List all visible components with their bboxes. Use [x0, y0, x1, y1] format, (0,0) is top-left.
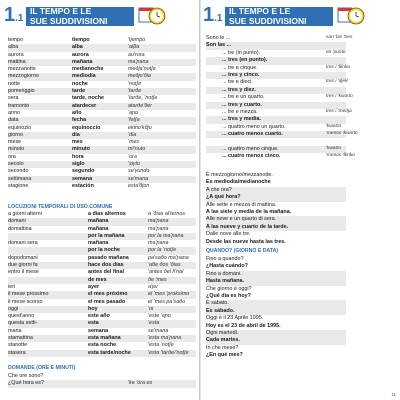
pronunciation: meðjo'ðia [128, 73, 151, 80]
spanish-term: minuto [72, 146, 90, 153]
spanish-term: esta tarde/noche [88, 349, 131, 356]
spanish-term: mañana [88, 240, 109, 247]
phrase-line: ... tre (in punto). [222, 49, 261, 56]
pronunciation: ma'ɲana [148, 225, 169, 232]
list-item [8, 262, 196, 269]
spanish-term: mediodía [72, 73, 96, 80]
phrase-line: Es sábado. [206, 308, 346, 315]
spanish-term: mes [72, 139, 83, 146]
pronunciation: au'rora [128, 51, 145, 58]
pronunciation: en 'punto [326, 49, 346, 55]
list-item [8, 277, 196, 284]
phrase-line: ... tres y media. [206, 116, 346, 123]
italian-term: tramonto [8, 102, 30, 109]
italian-term: mezzogiorno [8, 73, 39, 80]
phrase-line: ... tres y diez. [206, 87, 346, 94]
list-item [8, 211, 196, 218]
phrase-line: A las siete y media de la mañana. [206, 208, 292, 215]
pronunciation: tres i 'kwarto [326, 94, 353, 100]
list-item [8, 313, 196, 320]
list-item [8, 81, 196, 88]
page-number: 11 [391, 392, 396, 397]
italian-term: entro il mese [8, 269, 39, 276]
spanish-term: mañana [88, 218, 109, 225]
pronunciation: 'aɲo [128, 109, 139, 116]
list-item [8, 37, 196, 44]
spanish-term: a días alternos [88, 211, 126, 217]
italian-term: giorno [8, 131, 23, 138]
spanish-term: hace dos días [88, 262, 124, 269]
spanish-term: tiempo [72, 37, 90, 43]
phrase-line: ¿Qué día es hoy? [206, 292, 251, 299]
pronunciation: a 'ðias al'ternos [148, 211, 186, 217]
italian-term: mese [8, 139, 22, 146]
phrase-line: Es mediodía/medianoche [206, 179, 271, 186]
list-item [8, 95, 196, 102]
phrase-line: È mezzogiorno/mezzanotte. [206, 172, 273, 178]
list-item [8, 59, 196, 66]
phrase-line: A che ora? [206, 187, 346, 194]
pronunciation: 'este 'aɲo [148, 313, 171, 320]
list-item [8, 218, 196, 225]
italian-term: questa setti- [8, 320, 38, 327]
list-item [8, 44, 196, 51]
list-item [8, 380, 196, 387]
pronunciation: 'notʃe [128, 80, 142, 87]
italian-term: tempo [8, 37, 23, 43]
list-item [8, 132, 196, 139]
phrase-line: ... tres (en punto). [206, 57, 346, 64]
italian-term: data [8, 117, 19, 124]
pronunciation: ðe 'mes [148, 276, 167, 283]
phrase-line: Oggi è il 23 Aprile 1995. [206, 315, 264, 322]
pronunciation: ma'ɲana [148, 240, 169, 247]
pronunciation: 'tjempo [128, 37, 146, 43]
spanish-term: aurora [72, 51, 89, 58]
spanish-term: mañana [72, 58, 93, 65]
spanish-term: mañana [88, 225, 109, 232]
list-item [8, 66, 196, 73]
phrase-line: ... tre e cinque. [222, 64, 258, 71]
vocabulary-list [8, 37, 196, 190]
phrase-line [206, 138, 346, 145]
pronunciation: 'siγlo [128, 161, 140, 168]
list-item [8, 103, 196, 110]
list-item [8, 139, 196, 146]
list-item [8, 154, 196, 161]
pronunciation: 'oi [148, 305, 154, 312]
time-expressions [206, 35, 346, 161]
pronunciation: tres i 'djeθ [326, 79, 348, 85]
pronunciation: meðja'notʃe [128, 66, 156, 73]
section-heading-expressions: LOCUZIONI TEMPORALI DI USO COMUNE [8, 204, 113, 210]
list-item [8, 233, 196, 240]
pronunciation: poɾ la ma'ɲana [148, 232, 184, 239]
pronunciation: 'mes [128, 139, 140, 146]
pronunciation: 'fetʃa [128, 117, 140, 124]
phrase-line: ... tre e un quarto. [222, 94, 265, 101]
italian-term: ieri [8, 283, 16, 290]
list-item [8, 110, 196, 117]
pronunciation: 'esta 'notʃe [148, 342, 174, 349]
list-item [8, 226, 196, 233]
page-header-left [4, 4, 197, 26]
phrase-line: Alle sette e mezza di mattina. [206, 201, 277, 208]
section-title: IL TEMPO E LE SUE SUDDIVISIONI [30, 6, 108, 26]
italian-term: equinozio [8, 124, 32, 131]
italian-term: domani sera [8, 240, 38, 247]
spanish-term: ayer [88, 283, 100, 290]
spanish-term: antes del final [88, 269, 124, 276]
italian-term: mattina [8, 58, 26, 65]
spanish-term: hora [72, 153, 84, 160]
italian-term: Che ore sono? [8, 373, 44, 379]
phrase-line: ... tres y cuarto. [206, 102, 346, 109]
section-heading-questions: DOMANDE (ORE E MINUTI) [8, 365, 76, 371]
italian-term: secolo [8, 161, 24, 168]
list-item [8, 320, 196, 327]
phrase-line: ¿A qué hora? [206, 194, 346, 201]
pronunciation: esta'θjon [128, 182, 150, 189]
pronunciation: 'tarðe, 'notʃe [128, 95, 158, 102]
spanish-term: este año [88, 313, 110, 320]
italian-term: stamattina [8, 335, 33, 342]
clock-calendar-icon [337, 4, 365, 26]
spanish-term: el mes próximo [88, 291, 128, 298]
spanish-term: pasado mañana [88, 254, 129, 261]
list-item [8, 183, 196, 190]
pronunciation: 'esta ma'ɲana [148, 335, 182, 342]
pronunciation: 'tarðe [128, 88, 142, 95]
pronunciation: se'γundo [128, 168, 150, 175]
italian-term: minuto [8, 146, 25, 153]
left-page [0, 0, 199, 400]
section-number: 1.1 [203, 4, 223, 26]
italian-term: notte [8, 80, 20, 87]
list-item [8, 269, 196, 276]
phrase-line: Sono le ... [206, 35, 231, 41]
italian-term: dopodomani [8, 254, 38, 261]
phrase-line: In che mese? [206, 344, 239, 351]
phrase-line: ... cuatro menos cuarto. [206, 131, 346, 138]
spanish-term: hoy [88, 305, 98, 312]
spanish-term: semana [72, 175, 93, 182]
phrase-line: Che giorno è oggi? [206, 285, 252, 292]
list-item [8, 52, 196, 59]
pronunciation: 'antes ðel fi'nal [148, 269, 184, 276]
pronunciation: 'menos 'kwarto [326, 131, 358, 137]
spanish-term: siglo [72, 161, 85, 168]
spanish-term: tarde, noche [72, 95, 105, 102]
list-item [8, 342, 196, 349]
expressions-list [8, 211, 196, 357]
right-page [201, 0, 400, 400]
list-item [8, 291, 196, 298]
italian-term: due giorni fa [8, 262, 38, 269]
list-item [8, 284, 196, 291]
list-item [8, 88, 196, 95]
spanish-term: estación [72, 182, 94, 189]
spanish-term: esta [88, 320, 99, 327]
list-item [8, 328, 196, 335]
spanish-term: por la mañana [88, 232, 125, 239]
phrase-line: ... tre e mezza. [222, 108, 258, 115]
phrase-line: ... cuatro menos cinco. [222, 153, 281, 160]
italian-term: mezzanotte [8, 66, 36, 73]
italian-term: pomeriggio [8, 88, 35, 95]
pronunciation: 'ora [128, 153, 137, 160]
italian-term: oggi [8, 305, 19, 312]
italian-term: stanotte [8, 342, 28, 349]
list-item [8, 306, 196, 313]
pronunciation: ma'ɲana [128, 58, 149, 65]
phrase-line: ... quattro meno un quarto. [222, 123, 286, 130]
italian-term: quest'anno [8, 313, 35, 320]
spanish-term: medianoche [72, 66, 104, 73]
clock-calendar-icon [138, 4, 166, 26]
phrase-line: ... tre e dieci. [222, 79, 253, 86]
section-number: 1.1 [4, 4, 24, 26]
list-item [8, 299, 196, 306]
phrase-line: Desde las nueve hasta las tres. [206, 238, 286, 245]
pronunciation: ma'ɲana [148, 218, 169, 225]
spanish-term: atardecer [72, 102, 97, 109]
list-item [8, 255, 196, 262]
spanish-term: alba [72, 44, 83, 51]
italian-term: ¿Qué hora es? [8, 380, 44, 387]
list-item [8, 350, 196, 357]
pronunciation: 'ke 'ora es [128, 380, 153, 387]
spanish-term: equinoccio [72, 124, 101, 131]
pronunciation: el 'mes 'proksimo [148, 291, 190, 298]
pronunciation: poɾ la 'notʃe [148, 247, 177, 254]
italian-term: settimana [8, 175, 32, 182]
spanish-term: por la noche [88, 247, 121, 254]
pronunciation: 'dia [128, 131, 137, 138]
pronunciation: se'mana [148, 327, 169, 334]
pronunciation: se'mana [128, 175, 149, 182]
time-questions [206, 172, 346, 246]
phrase-line: A las nueve y cuarto de la tarde. [206, 224, 346, 231]
italian-term: aurora [8, 51, 24, 58]
phrase-line: Alle nove e un quarto di sera. [206, 216, 346, 223]
phrase-line: Hoy es el 23 de abril de 1995. [206, 322, 281, 329]
spanish-term: esta noche [88, 342, 117, 349]
spanish-term: esta mañana [88, 335, 121, 342]
list-item [8, 247, 196, 254]
pronunciation: 'esta 'tarðe/'notʃe [148, 349, 189, 356]
phrase-line: ¿En qué mes? [206, 352, 243, 359]
pronunciation: 'kwatro [326, 123, 342, 129]
italian-term: domani [8, 218, 26, 225]
italian-term: il mese scorso [8, 298, 43, 305]
list-item [8, 335, 196, 342]
questions-list [8, 373, 196, 388]
pronunciation: tres i 'θinko [326, 64, 351, 70]
phrase-line: ... quattro meno cinque. [206, 146, 346, 153]
pronunciation: 'kwatro [326, 146, 342, 151]
spanish-term: tarde [72, 88, 86, 95]
list-item [8, 176, 196, 183]
pronunciation: el 'mes pa'saðo [148, 298, 186, 305]
list-item [8, 125, 196, 132]
spanish-term: año [72, 109, 82, 116]
italian-term: domattina [8, 225, 32, 232]
italian-term: anno [8, 109, 20, 116]
spanish-term: fecha [72, 117, 87, 124]
phrase-line: Fino a domani. [206, 271, 346, 278]
pronunciation: 'aθe ðos 'ðias [148, 262, 181, 269]
list-item [8, 240, 196, 247]
section-title: IL TEMPO E LE SUE SUDDIVISIONI [229, 6, 307, 26]
spanish-term: el mes pasado [88, 298, 126, 305]
spanish-term: noche [72, 80, 88, 87]
pronunciation: 'menos 'θinko [326, 153, 355, 159]
italian-term: a giorni alterni [8, 211, 42, 217]
spanish-term: día [72, 131, 80, 138]
section-heading-when: QUANDO? (GIORNO E DATA) [206, 248, 279, 254]
pronunciation: san 'las 'tres [326, 35, 353, 40]
pronunciation: 'esta [148, 320, 160, 327]
list-item [8, 161, 196, 168]
italian-term: secondo [8, 168, 29, 175]
italian-term: ora [8, 153, 16, 160]
phrase-line: ... tres y cinco. [206, 72, 346, 79]
italian-term: stagione [8, 182, 29, 189]
italian-term: mana [8, 327, 22, 334]
phrase-line: Son las ... [206, 42, 346, 49]
spanish-term: semana [88, 327, 109, 334]
italian-term: il mese prossimo [8, 291, 49, 298]
list-item [8, 168, 196, 175]
pronunciation: tres i 'meðja [326, 109, 352, 114]
list-item [8, 73, 196, 80]
pronunciation: mi'nuto [128, 146, 146, 153]
phrase-line: Hasta mañana. [206, 278, 346, 285]
date-questions [206, 256, 346, 359]
phrase-line: Cada martes. [206, 337, 346, 344]
spanish-term: de mes [88, 276, 107, 283]
list-item [8, 373, 196, 380]
phrase-line: Fino a quando? [206, 256, 244, 262]
pronunciation: 'alβa [128, 44, 140, 51]
italian-term: stasera [8, 349, 26, 356]
list-item [8, 146, 196, 153]
list-item [8, 117, 196, 124]
phrase-line: Ogni martedì. [206, 330, 346, 337]
italian-term: sera [8, 95, 19, 102]
pronunciation: ekino'kθjo [128, 124, 152, 131]
phrase-line: È sabato. [206, 300, 346, 307]
page-header-right [203, 4, 396, 26]
phrase-line: ¿Hasta cuándo? [206, 263, 248, 270]
spanish-term: segundo [72, 168, 95, 175]
phrase-line: Dalle nove alle tre. [206, 231, 251, 238]
italian-term: alba [8, 44, 19, 51]
pronunciation: a'jeɾ [148, 283, 159, 290]
pronunciation: pa'saðo ma'ɲana [148, 254, 189, 261]
pronunciation: ataɾðe'θer [128, 102, 153, 109]
